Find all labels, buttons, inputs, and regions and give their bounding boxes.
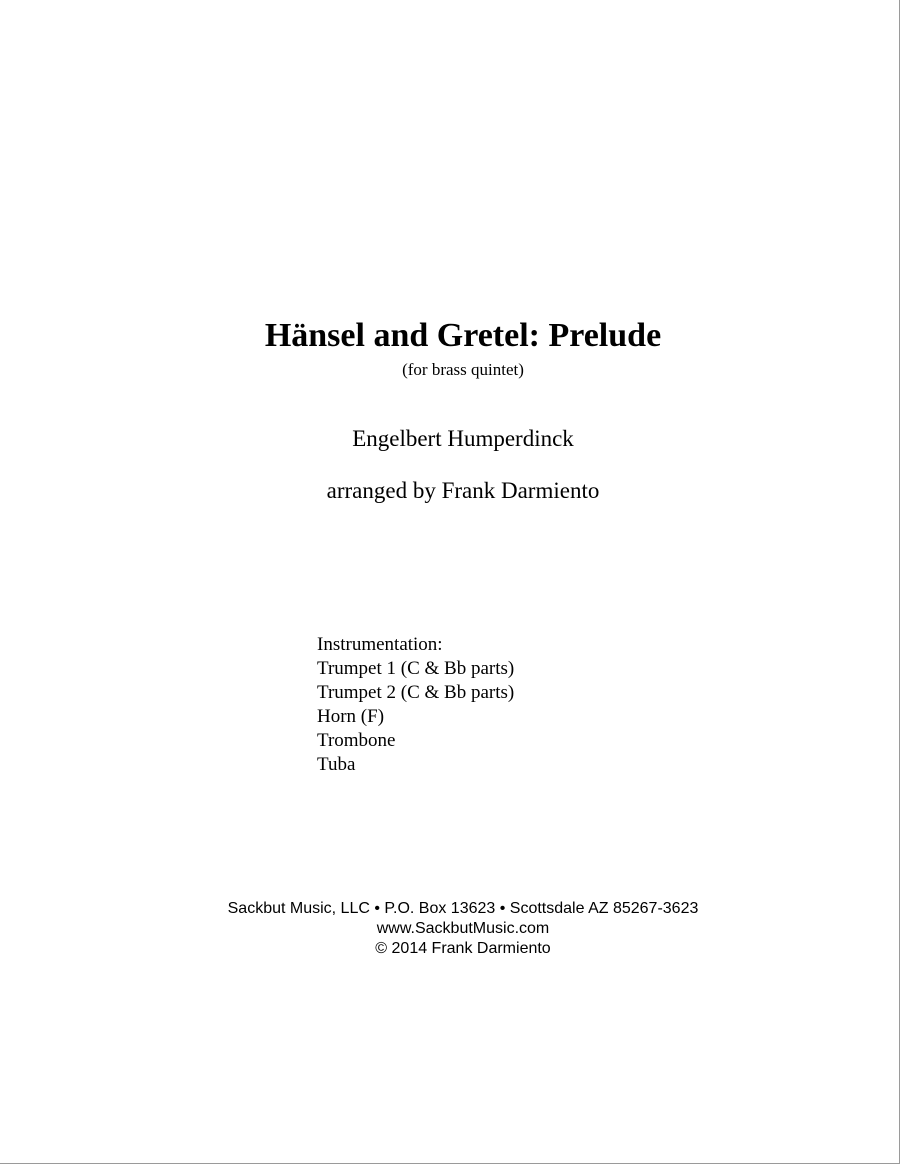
instrument-item: Trombone (317, 730, 396, 751)
subtitle: (for brass quintet) (402, 360, 524, 379)
instrument-item: Horn (F) (317, 706, 385, 727)
instrument-item: Trumpet 2 (C & Bb parts) (317, 682, 515, 703)
instrumentation-heading: Instrumentation: (317, 634, 443, 655)
composer-name: Engelbert Humperdinck (352, 426, 574, 451)
copyright-notice: © 2014 Frank Darmiento (375, 940, 551, 957)
instrumentation-list (317, 633, 514, 777)
publisher-address: Sackbut Music, LLC • P.O. Box 13623 • Scottsdale AZ 85267-3623 (227, 900, 699, 917)
publisher-website: www.SackbutMusic.com (376, 920, 550, 937)
publisher-footer (0, 899, 900, 959)
instrument-item: Tuba (317, 754, 356, 775)
page-title: Hänsel and Gretel: Prelude (264, 317, 662, 354)
instrument-item: Trumpet 1 (C & Bb parts) (317, 658, 515, 679)
arranger-credit: arranged by Frank Darmiento (326, 478, 600, 503)
